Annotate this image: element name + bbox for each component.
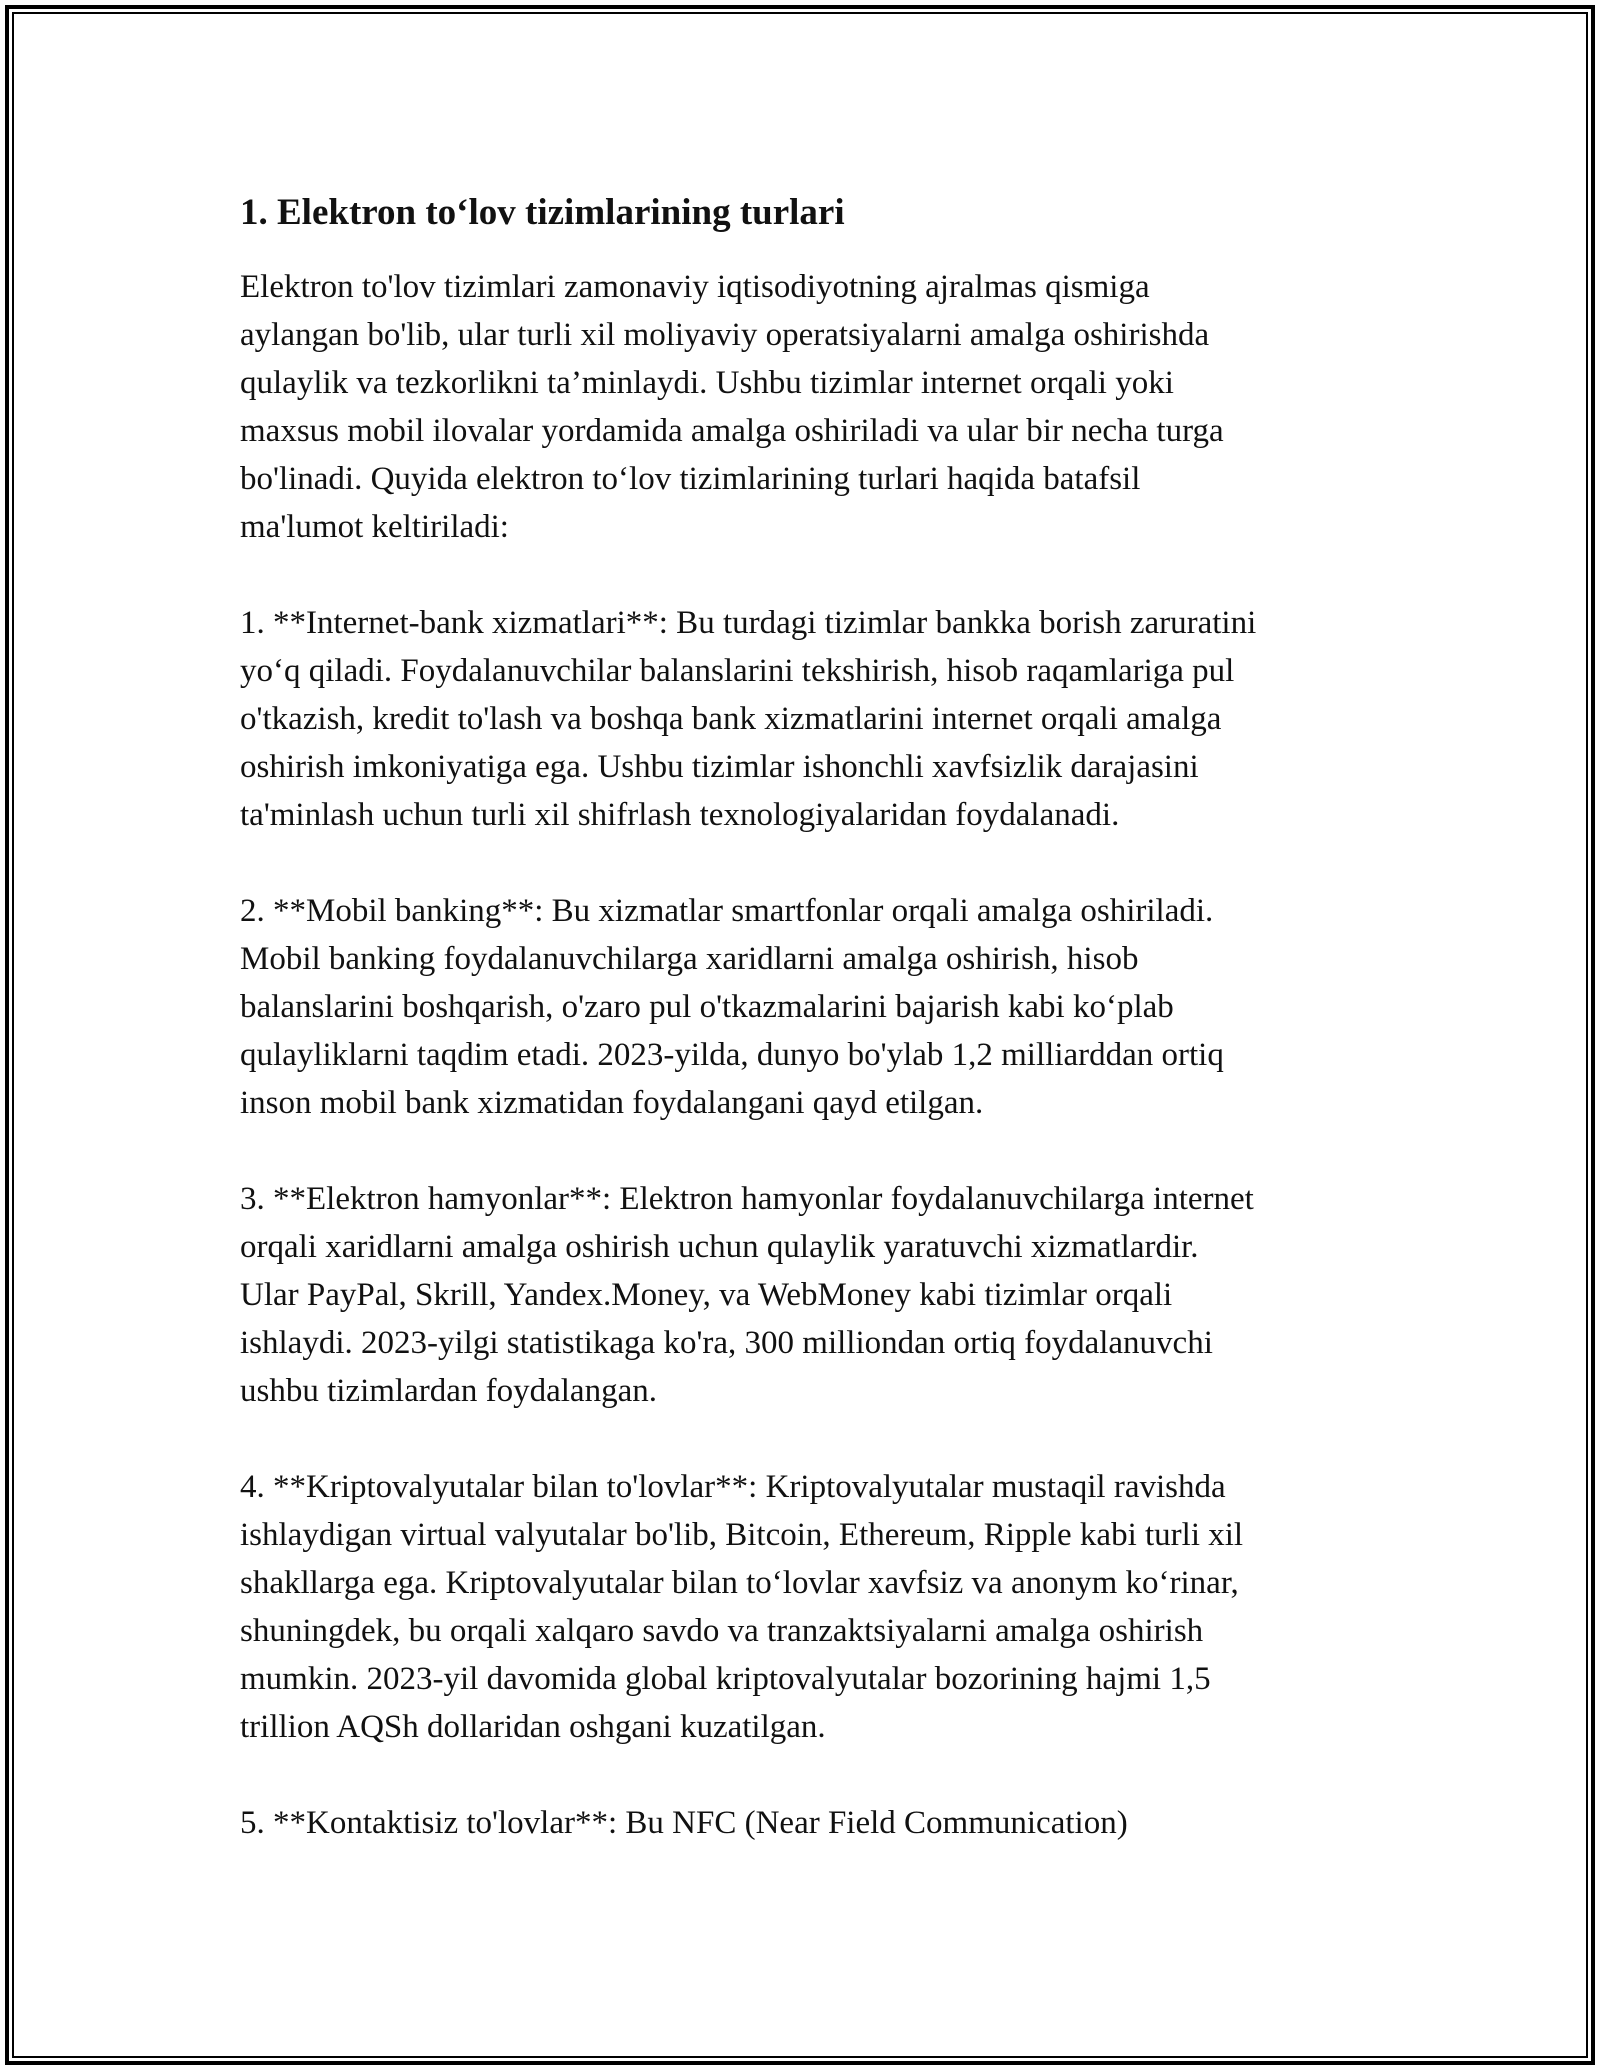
text-line: orqali xaridlarni amalga oshirish uchun qulaylik yaratuvchi xizmatlardir. — [240, 1229, 1199, 1266]
text-line: inson mobil bank xizmatidan foydalangani qayd etilgan. — [240, 1085, 984, 1122]
text-line: Elektron to'lov tizimlari zamonaviy iqtisodiyotning ajralmas qismiga — [240, 269, 1150, 306]
text-line: qulaylik va tezkorlikni ta’minlaydi. Ushbu tizimlar internet orqali yoki — [240, 365, 1174, 402]
text-line: 4. **Kriptovalyutalar bilan to'lovlar**: Kriptovalyutalar mustaqil ravishda — [240, 1469, 1226, 1506]
text-line: balanslarini boshqarish, o'zaro pul o'tkazmalarini bajarish kabi ko‘plab — [240, 989, 1174, 1026]
text-line: shakllarga ega. Kriptovalyutalar bilan to‘lovlar xavfsiz va anonym ko‘rinar, — [240, 1565, 1239, 1602]
text-line: Ular PayPal, Skrill, Yandex.Money, va WebMoney kabi tizimlar orqali — [240, 1277, 1173, 1314]
text-line: 3. **Elektron hamyonlar**: Elektron hamyonlar foydalanuvchilarga internet — [240, 1181, 1254, 1218]
text-line: o'tkazish, kredit to'lash va boshqa bank xizmatlarini internet orqali amalga — [240, 701, 1222, 738]
document-body — [240, 189, 1400, 1895]
text-line: qulayliklarni taqdim etadi. 2023-yilda, dunyo bo'ylab 1,2 milliarddan ortiq — [240, 1037, 1224, 1074]
text-line: aylangan bo'lib, ular turli xil moliyaviy operatsiyalarni amalga oshirishda — [240, 317, 1210, 354]
list-item-crypto-payments — [240, 1463, 1400, 1751]
section-heading: 1. Elektron to‘lov tizimlarining turlari — [240, 192, 845, 233]
text-line: shuningdek, bu orqali xalqaro savdo va tranzaktsiyalarni amalga oshirish — [240, 1613, 1204, 1650]
page-frame — [5, 5, 1595, 2065]
text-line: mumkin. 2023-yil davomida global kriptovalyutalar bozorining hajmi 1,5 — [240, 1661, 1211, 1698]
text-line: ta'minlash uchun turli xil shifrlash texnologiyalaridan foydalanadi. — [240, 797, 1120, 834]
text-line: ma'lumot keltiriladi: — [240, 509, 509, 546]
text-line: 5. **Kontaktisiz to'lovlar**: Bu NFC (Near Field Communication) — [240, 1805, 1128, 1842]
text-line: maxsus mobil ilovalar yordamida amalga oshiriladi va ular bir necha turga — [240, 413, 1224, 450]
text-line: 2. **Mobil banking**: Bu xizmatlar smartfonlar orqali amalga oshiriladi. — [240, 893, 1214, 930]
list-item-mobile-banking — [240, 887, 1400, 1127]
text-line: Mobil banking foydalanuvchilarga xaridlarni amalga oshirish, hisob — [240, 941, 1139, 978]
text-line: bo'linadi. Quyida elektron to‘lov tizimlarining turlari haqida batafsil — [240, 461, 1141, 498]
intro-paragraph — [240, 263, 1400, 551]
list-item-e-wallets — [240, 1175, 1400, 1415]
text-line: trillion AQSh dollaridan oshgani kuzatilgan. — [240, 1709, 826, 1746]
text-line: 1. **Internet-bank xizmatlari**: Bu turdagi tizimlar bankka borish zaruratini — [240, 605, 1257, 642]
text-line: ishlaydigan virtual valyutalar bo'lib, Bitcoin, Ethereum, Ripple kabi turli xil — [240, 1517, 1244, 1554]
text-line: oshirish imkoniyatiga ega. Ushbu tizimlar ishonchli xavfsizlik darajasini — [240, 749, 1199, 786]
text-line: ishlaydi. 2023-yilgi statistikaga ko'ra, 300 milliondan ortiq foydalanuvchi — [240, 1325, 1213, 1362]
list-item-contactless-payments — [240, 1799, 1400, 1847]
text-line: ushbu tizimlardan foydalangan. — [240, 1373, 657, 1410]
list-item-internet-banking — [240, 599, 1400, 839]
text-line: yo‘q qiladi. Foydalanuvchilar balanslarini tekshirish, hisob raqamlariga pul — [240, 653, 1235, 690]
